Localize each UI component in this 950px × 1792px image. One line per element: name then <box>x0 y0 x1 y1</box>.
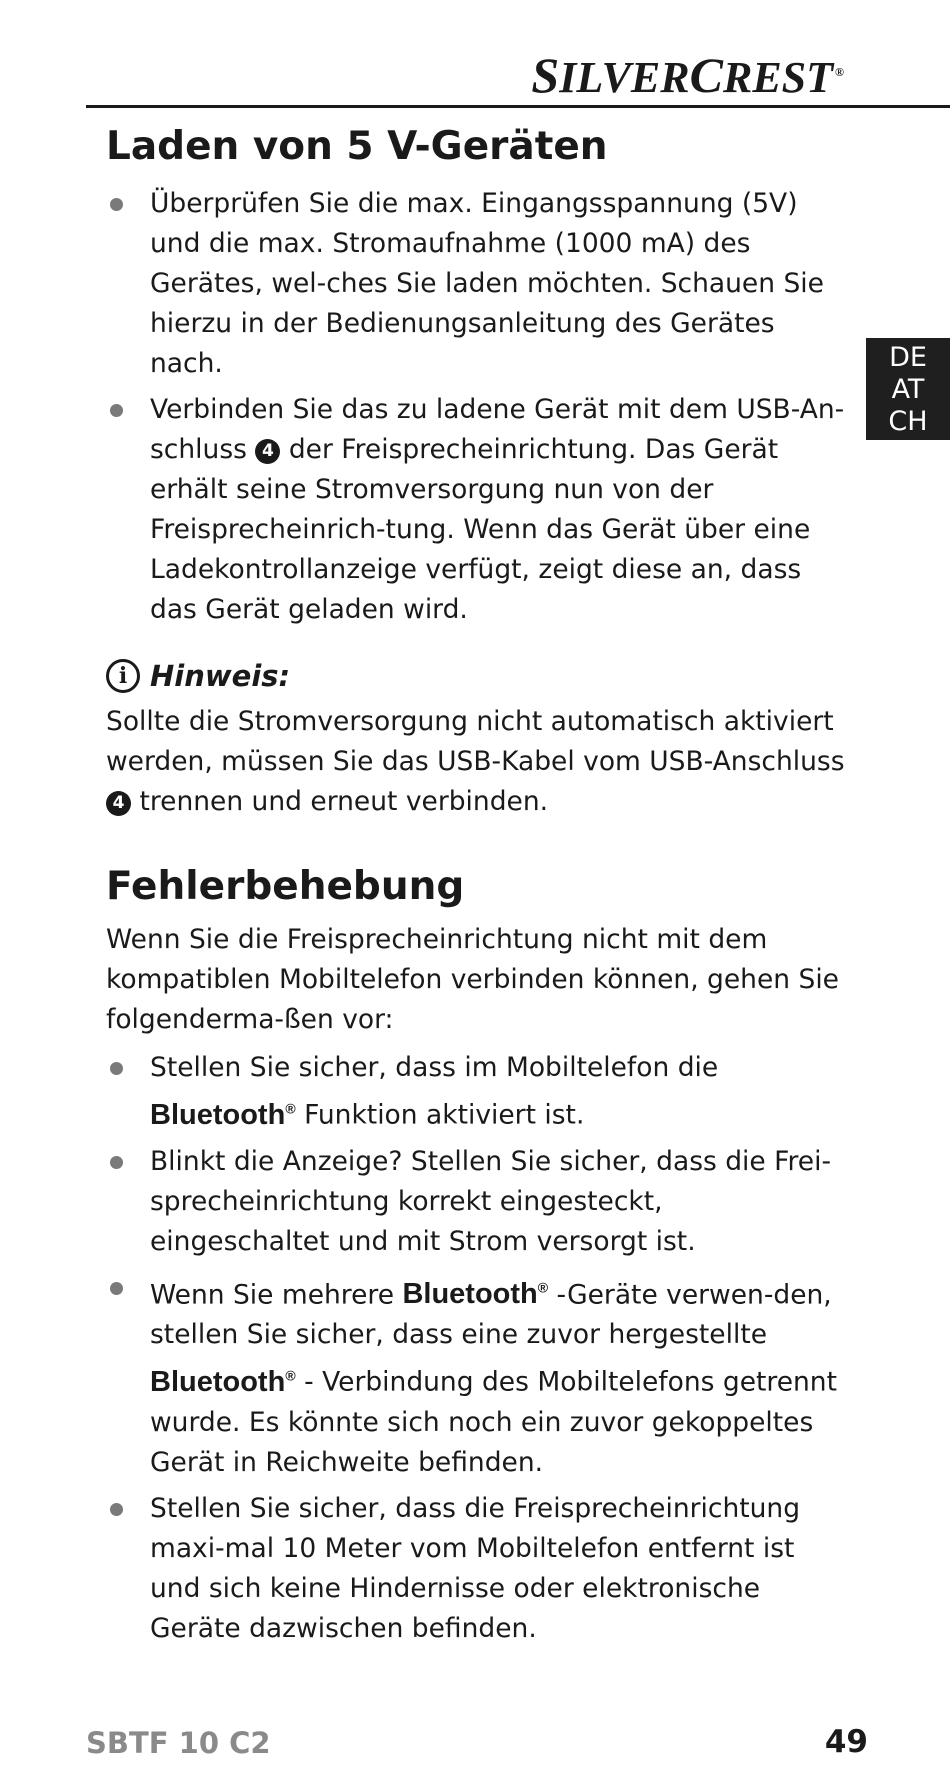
troubleshooting-list <box>106 1048 846 1649</box>
language-tab <box>866 338 950 440</box>
page-content <box>106 118 846 1655</box>
lang-de: DE <box>889 342 927 373</box>
charging-list <box>106 184 846 630</box>
bullet-icon <box>110 404 123 417</box>
page-number: 49 <box>824 1724 868 1760</box>
bluetooth-wordmark: Bluetooth® <box>150 1365 296 1398</box>
list-item: Überprüfen Sie die max. Eingangsspannung (5V) und die max. Stromaufnahme (1000 mA) des Gerätes, wel-ches Sie laden möchten. Schauen Sie hierzu in der Bedienungsanleitung des Gerätes nach. <box>106 184 846 384</box>
troubleshooting-intro: Wenn Sie die Freisprecheinrichtung nicht mit dem kompatiblen Mobiltelefon verbinden können, gehen Sie folgenderma-ßen vor: <box>106 924 839 1035</box>
info-icon: i <box>106 659 140 693</box>
header-rule <box>86 105 950 108</box>
note-text: Sollte die Stromversorgung nicht automatisch aktiviert werden, müssen Sie das USB-Kabel vom USB-Anschluss 4 trennen und erneut verbinden. <box>106 706 845 817</box>
bullet-icon <box>110 1156 123 1169</box>
section-title-charging: Laden von 5 V-Geräten <box>106 124 608 169</box>
bullet-icon <box>110 198 123 211</box>
lang-ch: CH <box>888 406 928 437</box>
bullet-icon <box>110 1062 123 1075</box>
bluetooth-wordmark: Bluetooth® <box>150 1098 296 1131</box>
list-item: Verbinden Sie das zu ladene Gerät mit dem USB-An-schluss 4 der Freisprecheinrichtung. Das Gerät erhält seine Stromversorgung nun von der Freisprecheinrich-tung. Wenn das Gerät über eine Ladekontrollanzeige verfügt, zeigt diese an, dass das Gerät geladen wird. <box>106 390 846 630</box>
list-item: Blinkt die Anzeige? Stellen Sie sicher, dass die Frei-sprecheinrichtung korrekt eingesteckt, eingeschaltet und mit Strom versorgt ist. <box>106 1142 846 1262</box>
brand-logo: SILVERCREST ® <box>531 47 844 103</box>
model-number: SBTF 10 C2 <box>86 1726 271 1760</box>
bluetooth-wordmark: Bluetooth® <box>402 1278 549 1311</box>
list-item: Stellen Sie sicher, dass im Mobiltelefon die Bluetooth® Funktion aktiviert ist. <box>106 1048 846 1136</box>
number-4-icon: 4 <box>255 439 280 464</box>
section-title-troubleshooting: Fehlerbehebung <box>106 864 465 909</box>
list-item: Stellen Sie sicher, dass die Freisprecheinrichtung maxi-mal 10 Meter vom Mobiltelefon entfernt ist und sich keine Hindernisse oder elektronische Geräte dazwischen befinden. <box>106 1489 846 1649</box>
bullet-icon <box>110 1282 123 1295</box>
list-item: Wenn Sie mehrere Bluetooth® -Geräte verwen-den, stellen Sie sicher, dass eine zuvor hergestellte Bluetooth® - Verbindung des Mobiltelefons getrennt wurde. Es könnte sich noch ein zuvor gekoppeltes Gerät in Reichweite befinden. <box>106 1268 846 1483</box>
note-heading: i Hinweis: <box>106 654 846 698</box>
troubleshooting-section <box>106 858 846 1649</box>
number-4-icon: 4 <box>106 791 131 816</box>
bullet-icon <box>110 1503 123 1516</box>
lang-at: AT <box>891 374 925 405</box>
